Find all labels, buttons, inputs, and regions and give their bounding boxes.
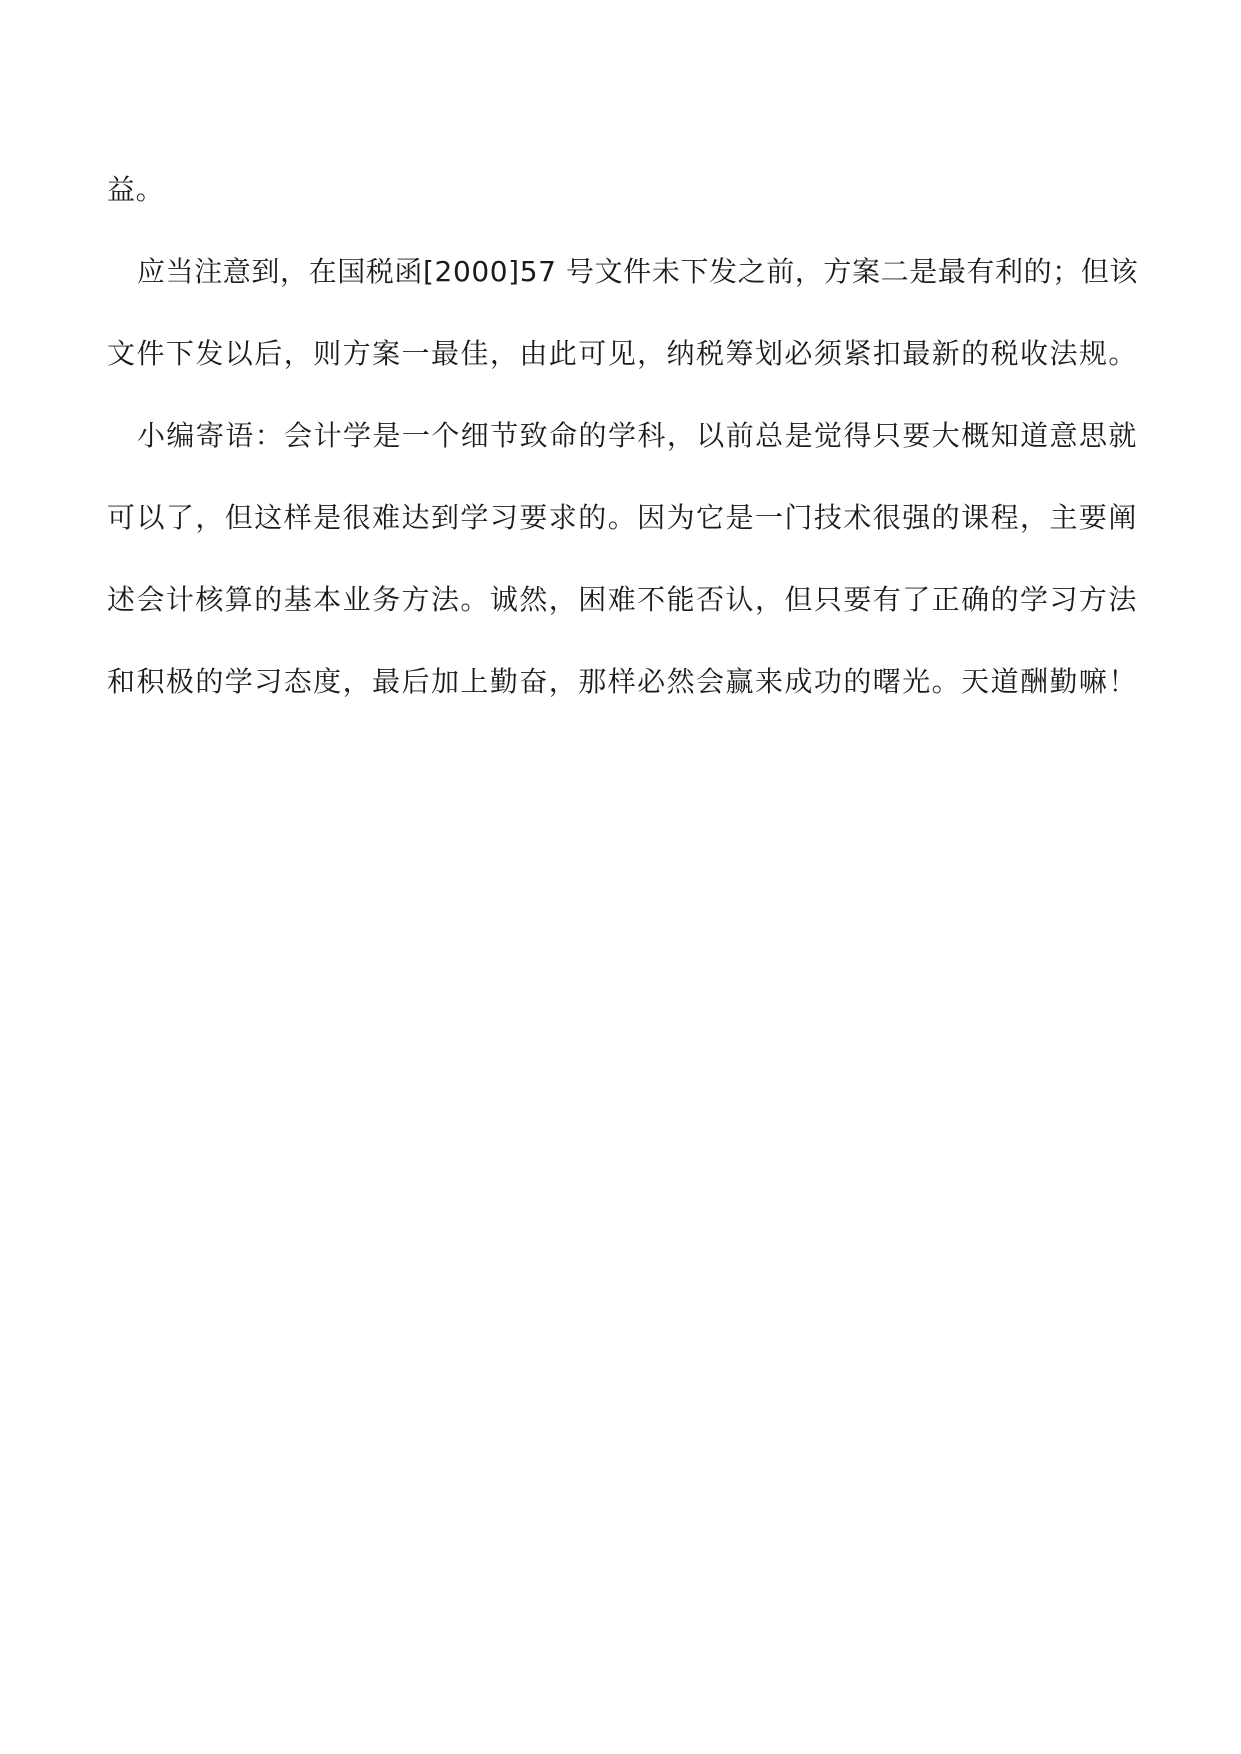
paragraph-line-1: 益。 bbox=[107, 173, 165, 206]
paragraph-line-2: 应当注意到，在国税函[2000]57 号文件未下发之前，方案二是最有利的；但该 bbox=[137, 255, 1139, 288]
paragraph-line-7: 和积极的学习态度，最后加上勤奋，那样必然会赢来成功的曙光。天道酬勤嘛！ bbox=[107, 665, 1137, 698]
paragraph-line-3: 文件下发以后，则方案一最佳，由此可见，纳税筹划必须紧扣最新的税收法规。 bbox=[107, 337, 1137, 370]
paragraph-line-6: 述会计核算的基本业务方法。诚然，困难不能否认，但只要有了正确的学习方法 bbox=[107, 583, 1137, 616]
paragraph-line-4: 小编寄语：会计学是一个细节致命的学科，以前总是觉得只要大概知道意思就 bbox=[137, 419, 1137, 452]
paragraph-line-5: 可以了，但这样是很难达到学习要求的。因为它是一门技术很强的课程，主要阐 bbox=[107, 501, 1137, 534]
